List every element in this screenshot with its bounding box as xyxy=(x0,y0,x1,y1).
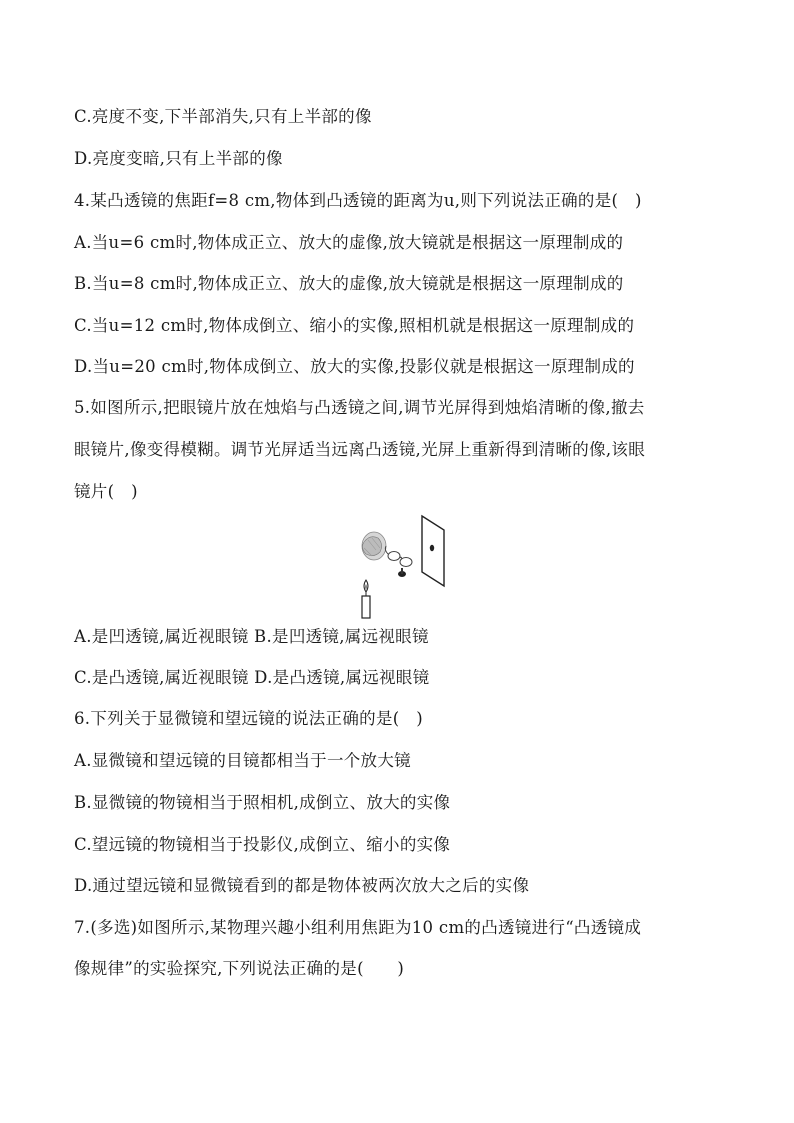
light-screen-icon xyxy=(422,516,444,586)
candle-icon xyxy=(362,580,370,618)
question-5-stem-line-1: 5.如图所示,把眼镜片放在烛焰与凸透镜之间,调节光屏得到烛焰清晰的像,撤去 xyxy=(74,398,645,417)
question-5-stem-line-2: 眼镜片,像变得模糊。调节光屏适当远离凸透镜,光屏上重新得到清晰的像,该眼 xyxy=(74,440,646,459)
question-4-stem: 4.某凸透镜的焦距f=8 cm,物体到凸透镜的距离为u,则下列说法正确的是( ) xyxy=(74,191,642,210)
optics-experiment-figure xyxy=(346,508,456,620)
q6-option-c: C.望远镜的物镜相当于投影仪,成倒立、缩小的实像 xyxy=(74,835,451,854)
q5-options-ab: A.是凹透镜,属近视眼镜 B.是凹透镜,属远视眼镜 xyxy=(74,627,429,646)
q5-options-cd: C.是凸透镜,属近视眼镜 D.是凸透镜,属远视眼镜 xyxy=(74,668,430,687)
convex-lens-icon xyxy=(362,532,386,560)
question-6-stem: 6.下列关于显微镜和望远镜的说法正确的是( ) xyxy=(74,709,424,728)
q4-option-b: B.当u=8 cm时,物体成正立、放大的虚像,放大镜就是根据这一原理制成的 xyxy=(74,274,624,293)
holder-base-icon xyxy=(398,568,406,577)
q4-option-a: A.当u=6 cm时,物体成正立、放大的虚像,放大镜就是根据这一原理制成的 xyxy=(74,233,624,252)
question-7-stem-line-1: 7.(多选)如图所示,某物理兴趣小组利用焦距为10 cm的凸透镜进行“凸透镜成 xyxy=(74,918,642,937)
q4-option-c: C.当u=12 cm时,物体成倒立、缩小的实像,照相机就是根据这一原理制成的 xyxy=(74,316,635,335)
q3-option-d: D.亮度变暗,只有上半部的像 xyxy=(74,149,283,168)
eyeglasses-icon xyxy=(385,546,412,567)
q6-option-b: B.显微镜的物镜相当于照相机,成倒立、放大的实像 xyxy=(74,793,451,812)
question-5-stem-line-3: 镜片( ) xyxy=(74,482,138,501)
q6-option-a: A.显微镜和望远镜的目镜都相当于一个放大镜 xyxy=(74,751,411,770)
q6-option-d: D.通过望远镜和显微镜看到的都是物体被两次放大之后的实像 xyxy=(74,876,530,895)
question-7-stem-line-2: 像规律”的实验探究,下列说法正确的是( ) xyxy=(74,959,405,978)
q3-option-c: C.亮度不变,下半部消失,只有上半部的像 xyxy=(74,107,372,126)
q4-option-d: D.当u=20 cm时,物体成倒立、放大的实像,投影仪就是根据这一原理制成的 xyxy=(74,357,635,376)
